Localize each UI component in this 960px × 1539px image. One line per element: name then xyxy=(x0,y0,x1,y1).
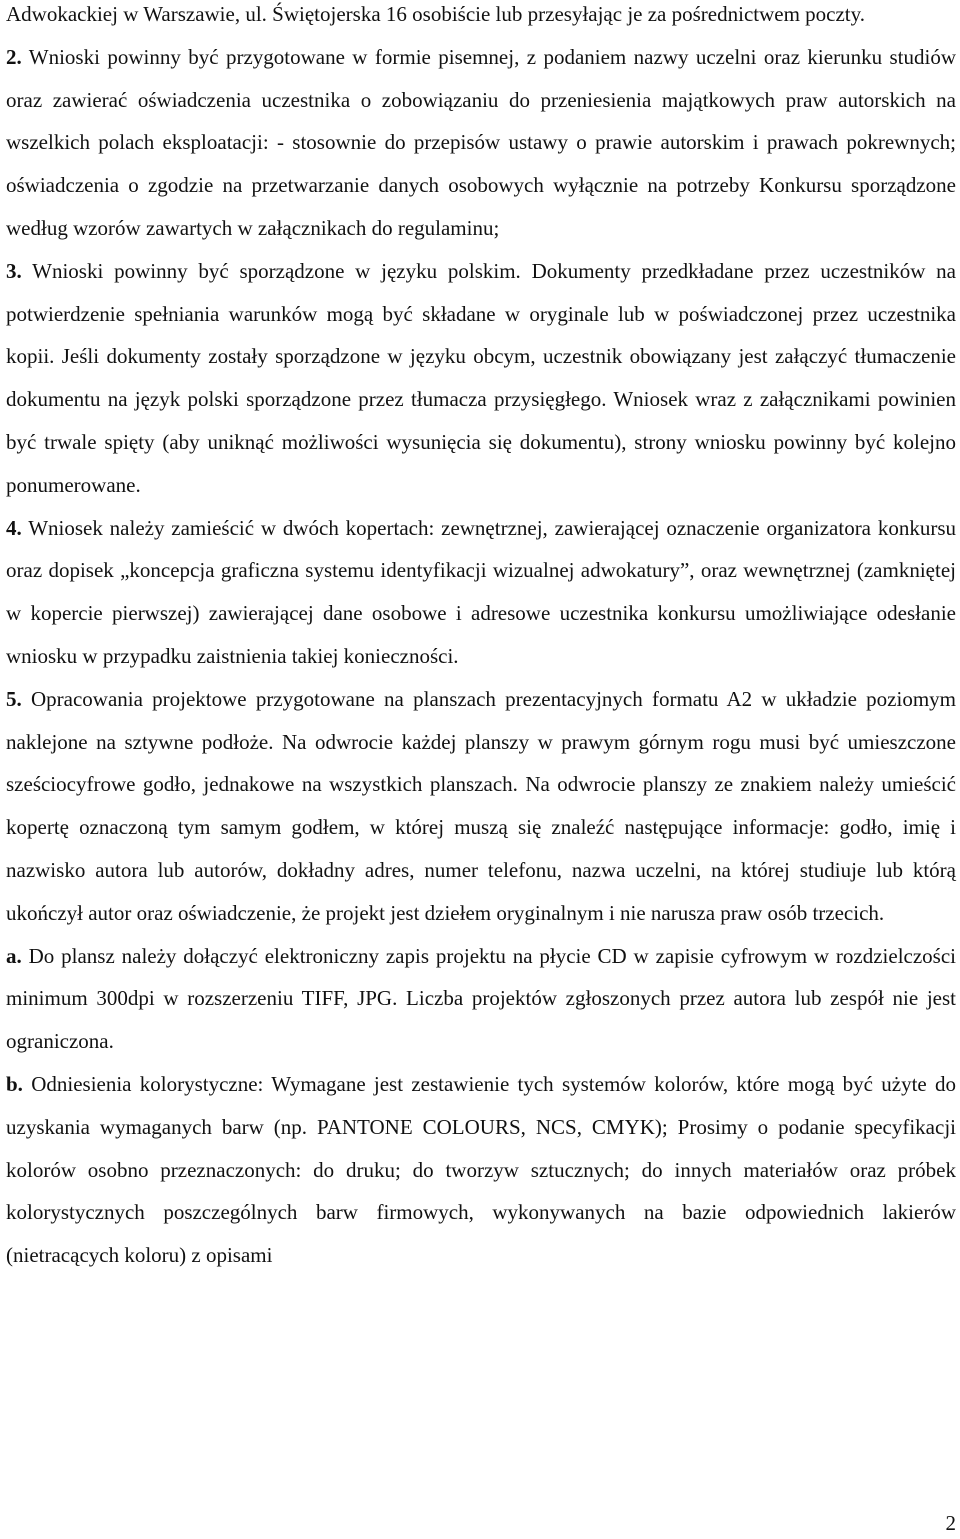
list-item xyxy=(6,1063,956,1277)
item-marker: 2. xyxy=(6,44,22,69)
item-text: Opracowania projektowe przygotowane na planszach prezentacyjnych formatu A2 w układzie poziomym naklejone na sztywne podłoże. Na odwrocie każdej planszy w prawym górnym rogu musi być umieszczone sześciocyfrowe godło, jednakowe na wszystkich planszach. Na odwrocie planszy ze znakiem należy umieścić kopertę oznaczoną tym samym godłem, w której muszą się znaleźć następujące informacje: godło, imię i nazwisko autora lub autorów, dokładny adres, numer telefonu, nazwa uczelni, na której studiuje lub którą ukończył autor oraz oświadczenie, że projekt jest dziełem oryginalnym i nie narusza praw osób trzecich. xyxy=(6,686,956,925)
item-text: Do plansz należy dołączyć elektroniczny zapis projektu na płycie CD w zapisie cyfrowym w rozdzielczości minimum 300dpi w rozszerzeniu TIFF, JPG. Liczba projektów zgłoszonych przez autora lub zespół nie jest ograniczona. xyxy=(6,943,956,1054)
list-item xyxy=(6,36,956,250)
item-marker: 5. xyxy=(6,686,22,711)
item-text: Wniosek należy zamieścić w dwóch kopertach: zewnętrznej, zawierającej oznaczenie organizatora konkursu oraz dopisek „koncepcja graficzna systemu identyfikacji wizualnej adwokatury”, oraz wewnętrznej (zamkniętej w kopercie pierwszej) zawierającej dane osobowe i adresowe uczestnika konkursu umożliwiające odesłanie wniosku w przypadku zaistnienia takiej konieczności. xyxy=(6,515,956,668)
list-item xyxy=(6,935,956,1063)
item-marker: a. xyxy=(6,943,22,968)
document-body xyxy=(6,0,956,1277)
item-text: Wnioski powinny być sporządzone w języku polskim. Dokumenty przedkładane przez uczestników na potwierdzenie spełniania warunków mogą być składane w oryginale lub w poświadczonej przez uczestnika kopii. Jeśli dokumenty zostały sporządzone w języku obcym, uczestnik obowiązany jest załączyć tłumaczenie dokumentu na język polski sporządzone przez tłumacza przysięgłego. Wniosek wraz z załącznikami powinien być trwale spięty (aby uniknąć możliwości wysunięcia się dokumentu), strony wniosku powinny być kolejno ponumerowane. xyxy=(6,258,956,497)
continuation-paragraph: Adwokackiej w Warszawie, ul. Świętojerska 16 osobiście lub przesyłając je za pośrednictwem poczty. xyxy=(6,2,866,26)
item-text: Odniesienia kolorystyczne: Wymagane jest zestawienie tych systemów kolorów, które mogą być użyte do uzyskania wymaganych barw (np. PANTONE COLOURS, NCS, CMYK); Prosimy o podanie specyfikacji kolorów osobno przeznaczonych: do druku; do tworzyw sztucznych; do innych materiałów oraz próbek kolorystycznych poszczególnych barw firmowych, wykonywanych na bazie odpowiednich lakierów (nietracących koloru) z opisami xyxy=(6,1071,956,1268)
item-marker: b. xyxy=(6,1071,23,1096)
item-marker: 4. xyxy=(6,515,22,540)
list-item xyxy=(6,678,956,935)
list-item xyxy=(6,507,956,678)
list-item xyxy=(6,250,956,507)
item-marker: 3. xyxy=(6,258,22,283)
item-text: Wnioski powinny być przygotowane w formie pisemnej, z podaniem nazwy uczelni oraz kierunku studiów oraz zawierać oświadczenia uczestnika o zobowiązaniu do przeniesienia majątkowych praw autorskich na wszelkich polach eksploatacji: - stosownie do przepisów ustawy o prawie autorskim i prawach pokrewnych; oświadczenia o zgodzie na przetwarzanie danych osobowych wyłącznie na potrzeby Konkursu sporządzone według wzorów zawartych w załącznikach do regulaminu; xyxy=(6,44,956,240)
page-number: 2 xyxy=(945,1511,956,1535)
